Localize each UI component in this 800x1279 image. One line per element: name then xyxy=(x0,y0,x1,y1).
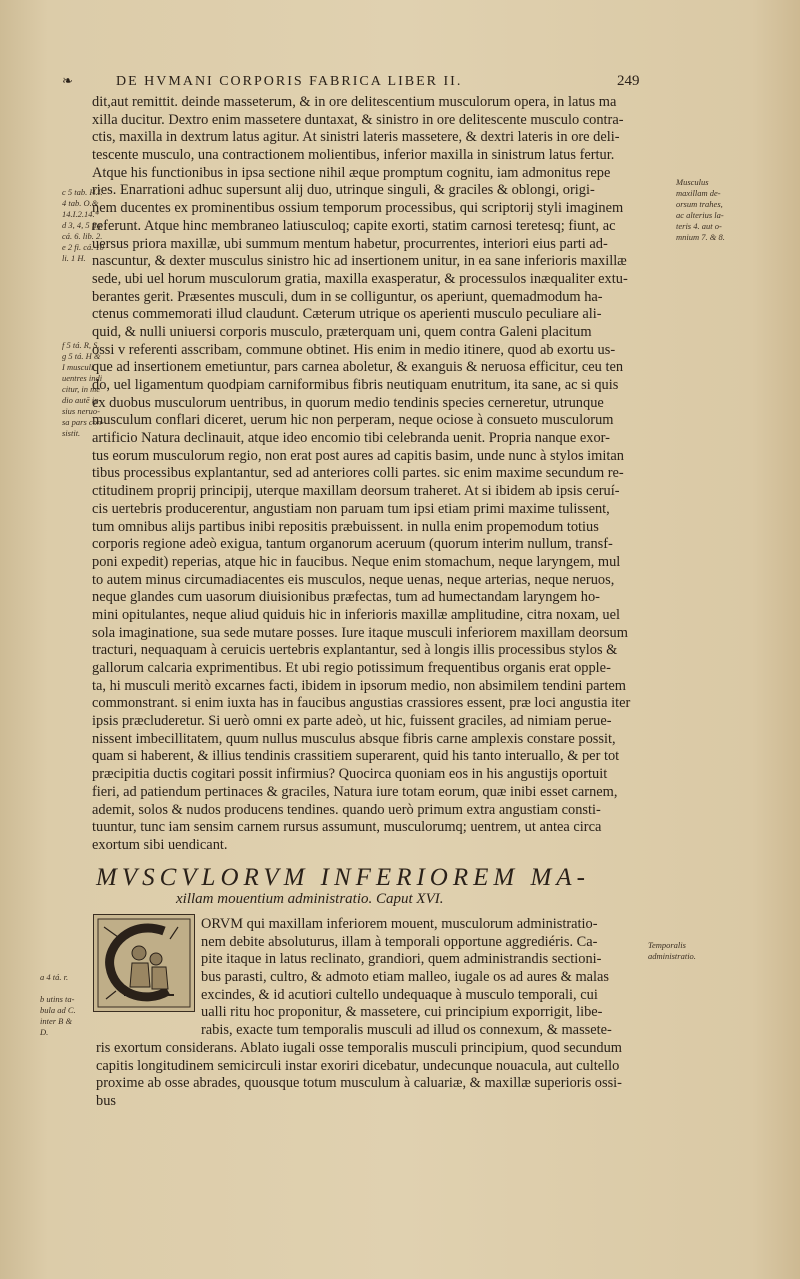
chapter-title: MVSCVLORVM INFERIOREM MA- xyxy=(96,864,590,891)
text-line: to autem minus circumadiacentes eis musculos, neque uenas, neque arterias, neque neruos, xyxy=(92,571,615,588)
margin-note-line: sistit. xyxy=(62,428,81,438)
margin-note-line: mnium 7. & 8. xyxy=(676,232,725,242)
text-line: quam si haberent, & illius tendinis crassitiem superarent, quid his tanto interuallo, & per tot xyxy=(92,748,620,765)
text-line: berantes gerit. Præsentes musculi, dum in se colliguntur, os aperiunt, quemadmodum ha- xyxy=(92,288,603,305)
main-text-lower xyxy=(96,916,641,1111)
margin-note-line: 4 tab. O.& xyxy=(62,198,99,208)
text-line: sede, ubi uel horum musculorum gratia, maxilla exasperatur, & processulos inæqualiter extu- xyxy=(92,270,628,287)
margin-note-line: administratio. xyxy=(648,951,696,961)
text-line: tracturi, nequaquam à ceruicis uertebris explantantur, sed à longis illis processibus stylos & xyxy=(92,642,618,659)
margin-note-line: bula ad C. xyxy=(40,1005,76,1015)
margin-note-line: I musculi xyxy=(62,362,94,372)
margin-note-line: c 5 tab. H.I. xyxy=(62,187,103,197)
main-text-upper xyxy=(92,94,637,855)
margin-note-line: Temporalis xyxy=(648,940,686,950)
text-line: tuuntur, tunc iam sensim carnem rursus assumunt, musculorumq; uentrem, ut antea circa xyxy=(92,819,602,836)
fleuron-icon: ❧ xyxy=(62,73,75,88)
text-line: capitis longitudinem semicirculi instar exoriri dicebatur, undecunque nouacula, aut cultello xyxy=(96,1057,620,1074)
text-line: quid, & nulli uniuersi corporis musculo, præterquam uni, quem contra Galeni placitum xyxy=(92,323,592,340)
text-line: ORVM qui maxillam inferiorem mouent, musculorum administratio- xyxy=(201,916,598,932)
text-line: xilla ducitur. Dextro enim massetere duntaxat, & sinistro in ore delitescente musculo contra- xyxy=(92,111,624,128)
margin-note-line: uentres indi xyxy=(62,373,103,383)
margin-note-line: teris 4. aut o- xyxy=(676,221,722,231)
margin-note-line: D. xyxy=(40,1027,49,1037)
margin-note-line: d 3, 4, 5 fig. xyxy=(62,220,103,230)
margin-note-line: f 5 tá. R, S. xyxy=(62,340,100,350)
margin-note-right-1 xyxy=(676,177,725,243)
text-line: tum omnibus alijs partibus inibi repositis præbuissent. in nulla enim propemodum totius xyxy=(92,518,599,535)
text-line: Atque his functionibus in ipsa sectione nihil æque promptum cognitu, iam admonitus repe xyxy=(92,164,611,181)
text-line: musculum conflari diceret, uerum hic non perperam, neque ociose à consueto musculorum xyxy=(92,412,614,429)
text-line: gallorum calcaria exprimentibus. Et ubi regio potissimum frequentibus organis erat opple- xyxy=(92,660,611,676)
running-title: DE HVMANI CORPORIS FABRICA LIBER II. xyxy=(116,74,463,89)
text-line: ipsis præcluderetur. Si uerò omni ex parte adeò, ut hic, fuissent graciles, ad nimiam perue- xyxy=(92,713,612,730)
text-line: uersus priora maxillæ, ubi summum mentum habetur, procurrentes, interiori eius parti ad- xyxy=(92,235,608,252)
text-line: pite itaque in latus reclinato, grandiori, quem administrandis sectioni- xyxy=(201,951,602,968)
text-line: do, uel ligamentum quodpiam carniformibus fibris neutiquam enutritum, ita sane, ac si quis xyxy=(92,377,619,393)
text-line: referunt. Atque hinc membraneo latiusculoq; capite exorti, statim carnosi teretesq; fiunt, ac xyxy=(92,217,616,234)
margin-note-line: orsum trahes, xyxy=(676,199,723,209)
text-line: nem debite absoluturus, illam à temporali opportune aggrediéris. Ca- xyxy=(201,933,598,950)
margin-note-line: Musculus xyxy=(676,177,709,187)
text-line: tibus processibus explantantur, sed ad anteriores colli partes. sic enim maxime secundum re- xyxy=(92,465,624,482)
text-line: bus parasti, cultro, & admoto etiam malleo, iugale os ad aures & malas xyxy=(201,969,610,986)
text-line: ris exortum considerans. Ablato iugali osse temporalis musculi principium, quod secundum xyxy=(96,1039,622,1056)
text-line: ries. Enarrationi adhuc supersunt alij duo, utrinque singuli, & graciles & oblongi, origi- xyxy=(92,182,595,199)
margin-note-line: a 4 tá. r. xyxy=(40,972,69,982)
running-header xyxy=(62,73,662,93)
margin-note-left-3 xyxy=(40,972,76,1038)
margin-note-right-2 xyxy=(648,940,696,962)
margin-note-line: citur, in me xyxy=(62,384,101,394)
margin-note-line: dio autē ip- xyxy=(62,395,102,405)
text-line: nem ducentes ex prominentibus ossium temporum processibus, qui scriptorij styli imaginem xyxy=(92,200,624,217)
text-line: proxime ab osse abrades, quousque totum musculum à caluariæ, & maxillæ superioris ossi- xyxy=(96,1075,622,1092)
text-line: rabis, exacte tum temporalis musculi ad illud os connexum, & massete- xyxy=(201,1022,612,1039)
text-line: excindes, & id acutiori cultello undequaque à musculo temporali, cui xyxy=(201,986,598,1003)
text-line: ademit, solos & nudos producens tendines. quando uerò primum extra angustiam consti- xyxy=(92,801,601,818)
text-line: ctitudinem proprij principij, uterque maxillam deorsum traheret. At si ibidem ab ipsis ceruí- xyxy=(92,483,620,500)
text-line: poni expedit) reperias, atque hic in faucibus. Neque enim stomachum, neque laryngem, mul xyxy=(92,553,621,570)
page-number: 249 xyxy=(617,73,640,89)
margin-note-line: maxillam de- xyxy=(676,188,721,198)
text-line: ex duobus musculorum uentribus, in quorum medio tendinis species cerneretur, utrunque xyxy=(92,394,604,411)
text-line: dit,aut remittit. deinde masseterum, & in ore delitescentium musculorum opera, in latus ma xyxy=(92,94,617,110)
text-line: tus eorum musculorum regio, non erat post aures ad capitis basim, unde nunc à stylos imitan xyxy=(92,447,624,464)
text-line: sola imaginatione, sua sede mutare posses. Iure itaque musculi inferiorem maxillam deorsum xyxy=(92,624,628,641)
margin-note-line: sius neruo- xyxy=(62,406,101,416)
margin-note-line: b utins ta- xyxy=(40,994,75,1004)
text-line: ossi v referenti asscribam, commune obtinet. His enim in medio itinere, quod ab exortu us- xyxy=(92,341,616,358)
text-line: commonstrant. si enim iuxta has in faucibus angustias crassiores essent, præ loci angustia iter xyxy=(92,695,631,712)
margin-note-line: ac alterius la- xyxy=(676,210,724,220)
text-line: præcipitia ductis cogitari possit infirmius? Quocirca quoniam eos in his angustijs oportuit xyxy=(92,766,608,783)
text-line: ctenus commemorati illud claudunt. Cæterum utrique os aperienti musculo peculiare ali- xyxy=(92,306,602,323)
margin-note-line: cá. 6. lib. 2. xyxy=(62,231,103,241)
text-line: neque glandes cum uasorum diuisionibus præfectas, tum ad humectandam laryngem ho- xyxy=(92,589,600,606)
text-line: mini opitulantes, neque aliud quiduis hic in inferioris maxillæ amplitudine, citra noxam, uel xyxy=(92,606,620,623)
text-line: artificio Natura declinauit, atque ideo encomio tibi celebranda uenit. Propria nanque exor- xyxy=(92,430,610,447)
text-line: exortum sibi uendicant. xyxy=(92,836,228,853)
margin-note-line: 14.I.2.14.* xyxy=(62,209,99,219)
text-line: fieri, ad patiendum pertinaces & graciles, Natura iure totam eorum, quæ inibi esset carnem, xyxy=(92,783,618,800)
margin-note-line xyxy=(40,983,76,994)
text-line: nascuntur, & dexter musculus sinistro hic ad insertionem unitur, in ea sane inferioris maxillæ xyxy=(92,253,627,270)
text-line: corporis regione adeò exigua, tantum organorum aceruum (quorum interim nullum, transf- xyxy=(92,536,613,553)
margin-note-line: inter B & xyxy=(40,1016,73,1026)
margin-note-line: li. 1 H. xyxy=(62,253,86,263)
text-line: ctis, maxilla in dextrum latus agitur. At sinistri lateris massetere, & dextri lateris in ore deli- xyxy=(92,129,620,146)
text-line: nissent imbecillitatem, quum nullus musculus absque fibris carne amplexis constare possit, xyxy=(92,730,616,747)
margin-note-line: sa pars con- xyxy=(62,417,105,427)
chapter-subtitle: xillam mouentium administratio. Caput XVI. xyxy=(176,891,444,907)
text-line: tescente musculo, una contractionem molientibus, inferior maxilla in sinistrum latus fertur. xyxy=(92,147,615,164)
text-line: ta, hi musculi meritò excarnes facti, ibidem in ipsorum medio, non absimilem tendini partem xyxy=(92,677,626,694)
text-line: bus xyxy=(96,1092,116,1109)
text-line: que ad insertionem emetiuntur, pars carnea aboletur, & exanguis & neruosa efficitur, ceu ten xyxy=(92,359,624,376)
text-line: cis uertebris producerentur, angustiam non paruam tum ipsi etiam primi maxime tulissent, xyxy=(92,500,610,517)
text-line: ualli ritu hoc proponitur, & massetere, cui principium exporrigit, libe- xyxy=(201,1004,603,1021)
margin-note-line: e 2 fi. cá. 10 xyxy=(62,242,105,252)
margin-note-line: g 5 tá. H & xyxy=(62,351,101,361)
